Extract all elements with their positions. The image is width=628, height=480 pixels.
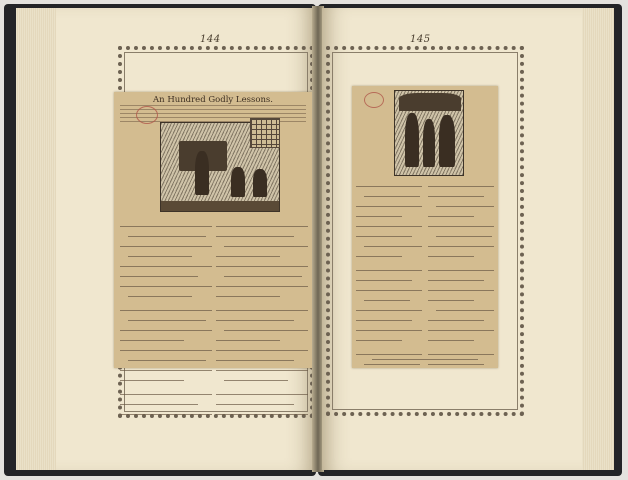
library-stamp [136,106,158,124]
decorative-panel [250,118,280,148]
left-page-number: 144 [200,34,221,45]
right-ballad-column-left [356,180,422,368]
folio-mark [412,416,413,423]
right-ballad-column-right [428,180,494,368]
library-stamp-right [364,92,384,108]
ballad-column-left [120,220,212,418]
page-block-edge-right [580,8,614,470]
page-block-edge-left [16,8,58,470]
right-page-number: 145 [410,34,431,45]
ballad-column-right [216,220,308,418]
woodcut-illustration-right [394,90,464,176]
ballad-title: An Hundred Godly Lessons. [153,95,273,105]
right-ballad-sheet [352,86,498,368]
left-ballad-sheet [114,92,312,368]
ballad-imprint-line [372,354,478,360]
